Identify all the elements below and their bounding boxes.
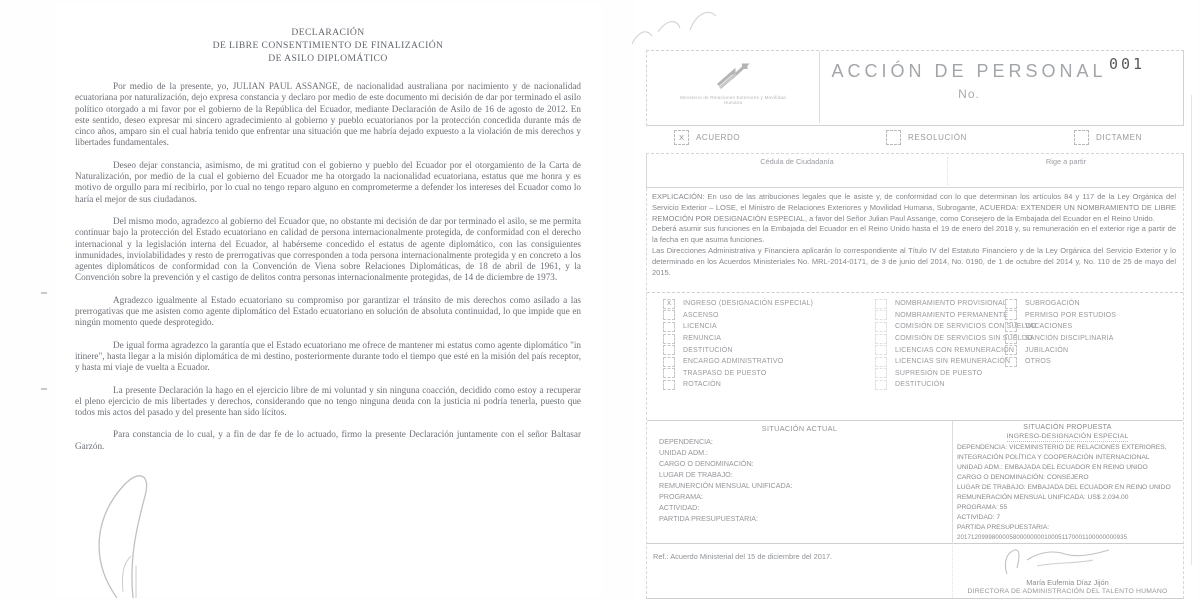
field-label: PARTIDA PRESUPUESTARIA: [659, 514, 759, 523]
signer-title: DIRECTORA DE ADMINISTRACIÓN DEL TALENTO HUMANO [967, 588, 1168, 595]
option-checkbox [663, 368, 675, 378]
field-value: PROGRAMA: 55 [957, 504, 1008, 511]
field-label: DEPENDENCIA: [659, 437, 713, 446]
option-checkbox [1005, 357, 1017, 367]
option-row [663, 356, 813, 368]
scan-mark [41, 388, 47, 390]
declaration-paragraph: La presente Declaración la hago en el ejercicio libre de mi voluntad y sin ninguna coacción, decidido como estoy a recuperar el pleno ejercicio de mis libertades y derechos, considerando que no tengo ninguna deuda con la justicia ni podría tenerla, puesto que todos mis actos del pasado y del presente han sido lícitos. [75, 384, 581, 418]
explanation-block [652, 192, 1176, 278]
declaration-paragraph: Agradezco igualmente al Estado ecuatoriano su compromiso por garantizar el tránsito de mis derechos como asilado a las prerrogativas que me asisten como agente diplomático del Estado ecuatoriano en solución de absoluta continuidad, lo que impide que en ningún momento quede desprotegido. [75, 294, 581, 328]
personnel-action-form [636, 0, 1196, 600]
option-label: VACACIONES [1025, 323, 1073, 331]
id-row [646, 153, 1184, 188]
option-label: DESTITUCIÓN [895, 381, 945, 389]
option-label: INGRESO (DESIGNACIÓN ESPECIAL) [683, 300, 814, 308]
reference-note: Ref.: Acuerdo Ministerial del 15 de diciembre del 2017. [653, 552, 833, 561]
action-options-col3 [1005, 298, 1116, 368]
action-options-col1 [663, 298, 813, 391]
option-checkbox [663, 310, 675, 320]
option-label: COMISIÓN DE SERVICIOS CON SUELDO [895, 323, 1037, 331]
field-label: ACTIVIDAD: [659, 503, 700, 512]
option-label: DESTITUCIÓN [683, 346, 733, 354]
option-row [1005, 298, 1116, 310]
option-label: NOMBRAMIENTO PROVISIONAL [895, 300, 1008, 308]
option-checkbox [875, 310, 887, 320]
option-label: OTROS [1025, 358, 1051, 366]
form-number-stamp: 001 [1109, 55, 1146, 73]
option-row [663, 368, 813, 380]
field-label: UNIDAD ADM.: [659, 448, 709, 457]
option-label: LICENCIA [683, 323, 717, 331]
ministry-logo [647, 51, 820, 123]
doctype-acuerdo [674, 130, 740, 145]
declaration-paragraph: Para constancia de lo cual, y a fin de dar fe de lo actuado, firmo la presente Declaración juntamente con el señor Baltasar Garzón. [75, 429, 581, 451]
option-checkbox [875, 345, 887, 355]
declaration-paragraph: Del mismo modo, agradezco al gobierno del Ecuador que, no obstante mi decisión de dar por terminado el asilo, se me permita continuar bajo la protección del Estado ecuatoriano en calidad de persona internacionalmente protegida, de conformidad con el derecho internacional y la legislación interna del Ecuador, al habérseme concedido el estatus de agente diplomático, con las consiguientes inmunidades, inviolabilidades y resto de prerrogativas que corresponden a toda persona internacionalmente protegida y en concreto a los agentes diplomáticos de conformidad con la Convención de Viena sobre Relaciones Diplomáticas, de 18 de abril de 1961, y la Convención sobre la prevención y el castigo de delitos contra personas internacionalmente protegidas, de 14 de diciembre de 1973. [75, 215, 581, 283]
field-value: UNIDAD ADM.: EMBAJADA DEL ECUADOR EN REINO UNIDO [957, 464, 1148, 471]
rige-a-partir-label: Rige a partir [947, 157, 1184, 185]
option-row [663, 298, 813, 310]
option-row [663, 333, 813, 345]
option-row [663, 344, 813, 356]
dictamen-label: DICTAMEN [1096, 133, 1142, 142]
option-checkbox [1005, 299, 1017, 309]
field-label: PROGRAMA: [659, 492, 703, 501]
option-row [875, 368, 1037, 380]
option-label: LICENCIAS SIN REMUNERACIÓN [895, 358, 1011, 366]
situation-section [647, 420, 1183, 544]
option-checkbox [875, 322, 887, 332]
acuerdo-checkbox: X [674, 130, 689, 145]
option-label: SUPRESIÓN DE PUESTO [895, 369, 983, 377]
dictamen-checkbox [1074, 130, 1089, 145]
explanation-paragraph: EXPLICACIÓN: En uso de las atribuciones legales que le asiste y, de conformidad con lo que determinan los artículos 84 y 117 de la Ley Orgánica del Servicio Exterior – LOSE, el Ministro de Relaciones Exteriores y Movilidad Humana, Subrogante, ACUERDA: EXTENDER UN NOMBRAMIENTO DE LIBRE REMOCIÓN POR DESIGNACIÓN ESPECIAL, a favor del Señor Julian Paul Assange, como Consejero de la Embajada del Ecuador en el Reino Unido. [652, 192, 1176, 223]
option-label: ENCARGO ADMINISTRATIVO [683, 358, 784, 366]
field-value: PARTIDA PRESUPUESTARIA: [957, 524, 1050, 531]
option-row [875, 379, 1037, 391]
declaration-paragraph: Por medio de la presente, yo, JULIAN PAUL ASSANGE, de nacionalidad australiana por nacimiento y de nacionalidad ecuatoriana por naturalización, dejo expresa constancia y declaro por medio de este documento mi decisión de dar por terminado el asilo político otorgado a mi favor por el gobierno de la República del Ecuador, mediante Declaración de Asilo de 16 de agosto de 2012. En este sentido, deseo expresar mi sincero agradecimiento al gobierno y pueblo ecuatorianos por la protección concedida durante más de cinco años, amparo sin el cual habría tenido que enfrentar una situación que me habría dejado expuesto a la violación de mis derechos y libertades fundamentales. [75, 81, 581, 148]
option-checkbox [1005, 334, 1017, 344]
field-label: CARGO O DENOMINACIÓN: [659, 459, 754, 468]
field-value: INTEGRACIÓN POLÍTICA Y COOPERACIÓN INTERNACIONAL [957, 454, 1150, 461]
field-label: REMUNERCIÓN MENSUAL UNIFICADA: [659, 481, 793, 490]
ministry-logo-caption: Ministerio de Relaciones Exteriores y Movilidad Humana [680, 95, 786, 106]
declaration-paragraph: Deseo dejar constancia, asimismo, de mi gratitud con el gobierno y pueblo del Ecuador por el otorgamiento de la Carta de Naturalización, por medio de la cual el gobierno del Ecuador me ha otorgado la nacionalidad ecuatoriana, estatus que me honra y es motivo de orgullo para mí recibirlo, por lo cual no tengo reparo alguno en comprometerme a defender los intereses del Ecuador como lo haría el mejor de sus ciudadanos. [75, 159, 581, 204]
option-checkbox [875, 334, 887, 344]
option-label: NOMBRAMIENTO PERMANENTE [895, 311, 1008, 319]
option-label: RENUNCIA [683, 335, 722, 343]
field-value: DEPENDENCIA: VICEMINISTERIO DE RELACIONES EXTERIORES, [957, 444, 1167, 451]
cedula-label: Cédula de Ciudadanía [760, 157, 834, 166]
doctype-resolucion [886, 130, 967, 145]
scan-edge-line [1191, 95, 1192, 565]
ministry-arrow-logo-icon [712, 59, 754, 91]
field-value: CARGO O DENOMINACIÓN: CONSEJERO [957, 474, 1089, 481]
option-row [1005, 344, 1116, 356]
declaration-title [75, 26, 581, 65]
option-row [663, 379, 813, 391]
option-checkbox [663, 380, 675, 390]
option-label: PERMISO POR ESTUDIOS [1025, 311, 1117, 319]
declaration-page [55, 4, 603, 596]
handwritten-annotation [624, 2, 744, 57]
field-value: REMUNERACIÓN MENSUAL UNIFICADA: US$ 2,034.00 [957, 494, 1129, 501]
situacion-propuesta-values [957, 443, 1181, 543]
situacion-propuesta-header: SITUACIÓN PROPUESTA [1023, 424, 1112, 431]
option-checkbox [663, 334, 675, 344]
option-row [1005, 310, 1116, 322]
resolucion-checkbox [886, 130, 901, 145]
option-label: JUBILACIÓN [1025, 346, 1069, 354]
option-checkbox [663, 357, 675, 367]
option-row [1005, 356, 1116, 368]
situacion-actual-header: SITUACIÓN ACTUAL [761, 424, 838, 433]
declaration-title-line: DECLARACIÓN [291, 27, 365, 38]
form-header [646, 50, 1184, 126]
option-checkbox: X [663, 299, 675, 309]
option-checkbox [875, 380, 887, 390]
option-label: SANCIÓN DISCIPLINARIA [1025, 335, 1114, 343]
acuerdo-label: ACUERDO [696, 133, 741, 142]
option-checkbox [663, 345, 675, 355]
explanation-paragraph: Deberá asumir sus funciones en la Embajada del Ecuador en el Reino Unido hasta el 19 de enero del 2018 y, su remuneración en el exterior rige a partir de la fecha en que asuma funciones. [652, 224, 1176, 245]
option-label: ROTACIÓN [683, 381, 722, 389]
option-checkbox [1005, 322, 1017, 332]
form-number-label: No. [958, 87, 980, 101]
situacion-actual-fields [659, 436, 793, 524]
director-handwritten-signature [977, 544, 1147, 578]
section-divider [647, 292, 1183, 293]
doc-type-row [646, 130, 1182, 150]
option-row [663, 310, 813, 322]
field-value: 2017120999800005800000000100051170001100000000935 [957, 534, 1128, 541]
form-body [646, 188, 1184, 599]
field-label: LUGAR DE TRABAJO: [659, 470, 733, 479]
form-title: ACCIÓN DE PERSONAL [831, 61, 1107, 81]
option-label: COMISIÓN DE SERVICIOS SIN SUELDO [895, 335, 1033, 343]
field-value: LUGAR DE TRABAJO: EMBAJADA DEL ECUADOR EN REINO UNIDO [957, 484, 1171, 491]
option-label: SUBROGACIÓN [1025, 300, 1080, 308]
doctype-dictamen [1074, 130, 1142, 145]
option-checkbox [875, 368, 887, 378]
declaration-title-line: DE ASILO DIPLOMÁTICO [268, 53, 388, 64]
field-value: ACTIVIDAD: 7 [957, 514, 1001, 521]
option-checkbox [663, 322, 675, 332]
option-checkbox [1005, 310, 1017, 320]
resolucion-label: RESOLUCIÓN [908, 133, 967, 142]
option-checkbox [875, 357, 887, 367]
option-checkbox [875, 299, 887, 309]
situacion-propuesta-subheader [952, 433, 1183, 440]
option-checkbox [1005, 345, 1017, 355]
signer-name: María Eufemia Díaz Jijón [1026, 578, 1109, 587]
option-row [1005, 333, 1116, 345]
option-label: LICENCIAS CON REMUNERACIÓN [895, 346, 1015, 354]
handwritten-signature-swirl [73, 466, 233, 598]
declaration-title-line: DE LIBRE CONSENTIMIENTO DE FINALIZACIÓN [212, 40, 444, 51]
option-label: TRASPASO DE PUESTO [683, 369, 767, 377]
explanation-paragraph: Las Direcciones Administrativa y Financiera aplicarán lo correspondiente al Título IV del Estatuto Financiero y de la Ley Orgánica del Servicio Exterior y lo determinado en los Acuerdos Ministeriales No. MRL-2014-0171, de 3 de junio del 2014, No. 0190, de 1 de octubre del 2014 y, No. 110 de 25 de mayo del 2015. [652, 245, 1176, 277]
subheader-text: INGRESO-DESIGNACIÓN ESPECIAL [1006, 433, 1129, 440]
scan-mark [41, 292, 47, 294]
declaration-paragraph: De igual forma agradezco la garantía que el Estado ecuatoriano me ofrece de mantener mi estatus como agente diplomático "in itinere", hasta llegar a la misión diplomática de mi destino, posteriormente durante todo el tiempo que esté en la misión del país receptor, y hasta mi viaje de vuelta a Ecuador. [75, 339, 581, 373]
option-row [663, 321, 813, 333]
form-footer [647, 542, 1183, 598]
option-row [1005, 321, 1116, 333]
option-label: ASCENSO [683, 311, 719, 319]
